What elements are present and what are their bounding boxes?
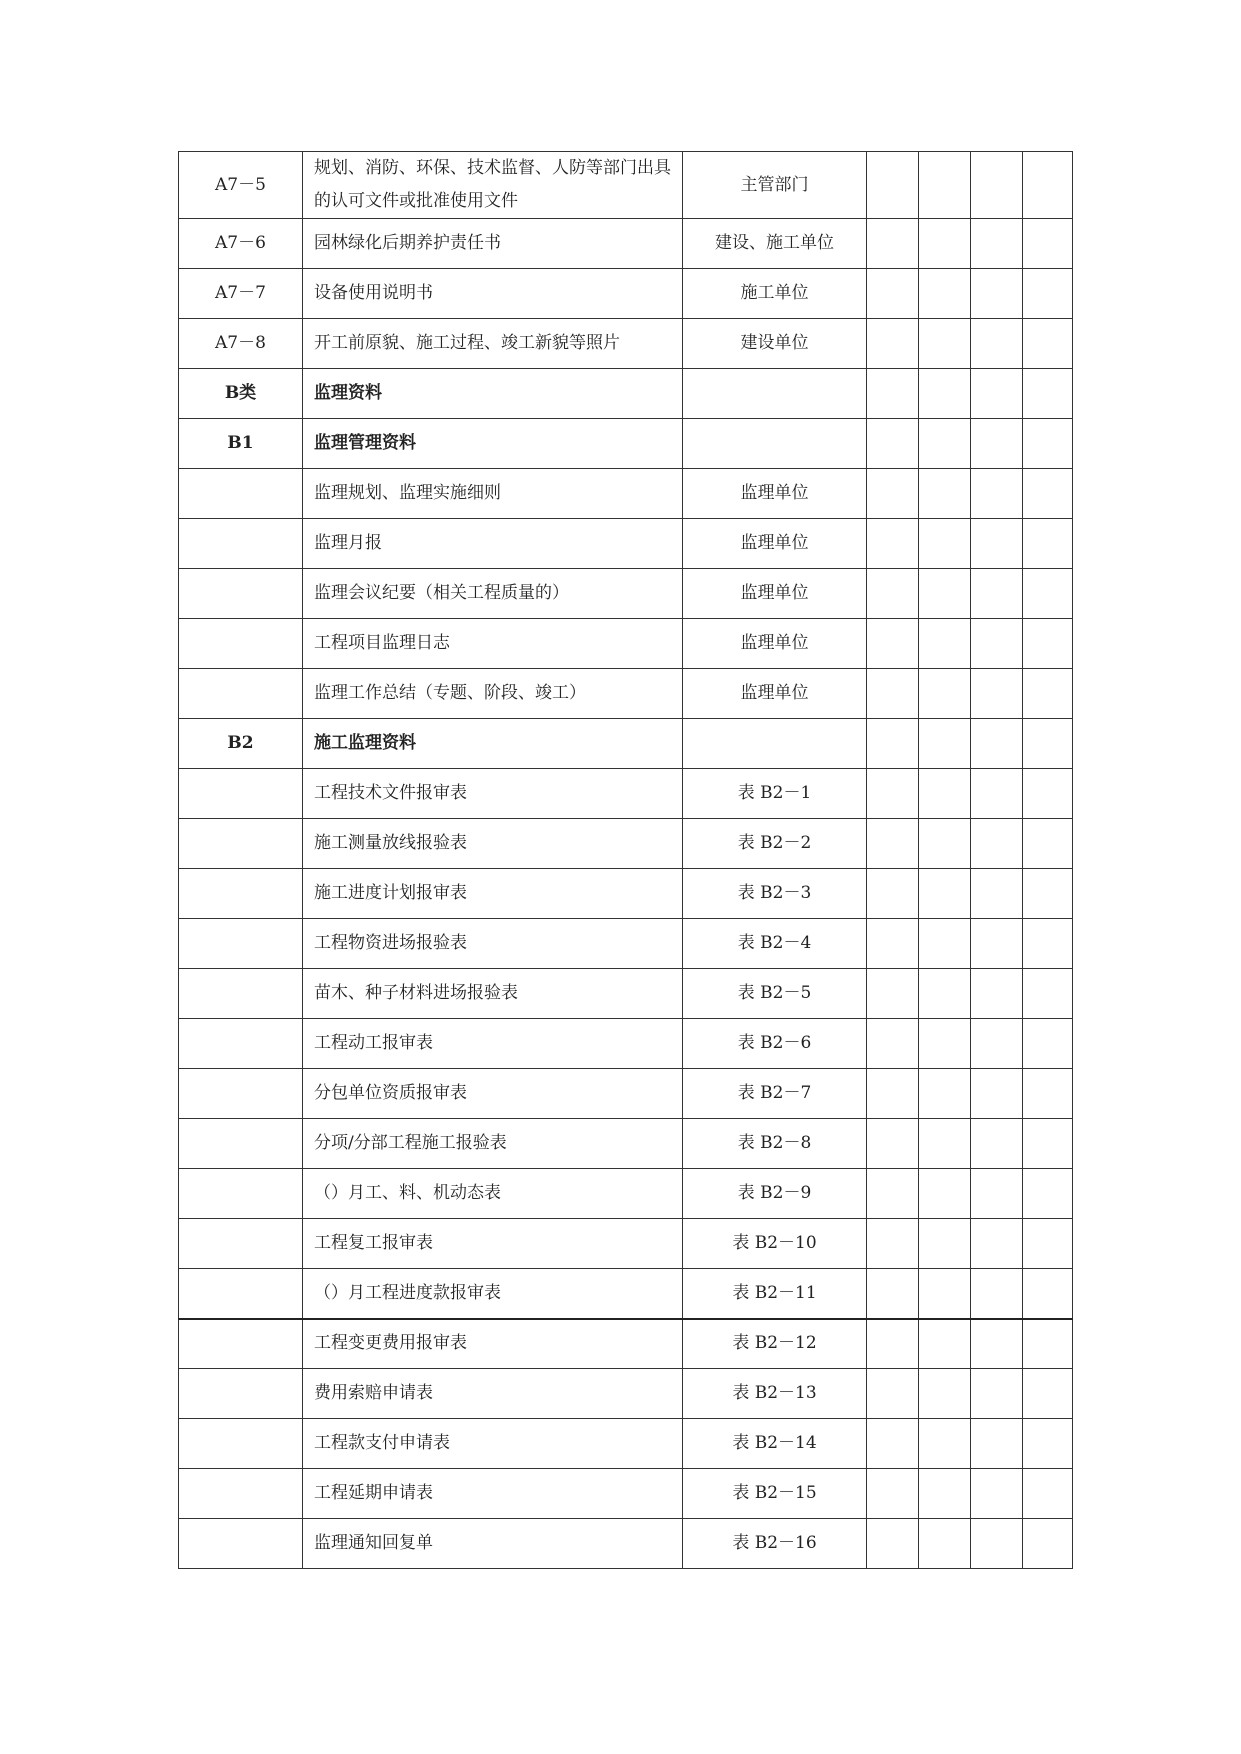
blank-cell: [867, 869, 919, 919]
blank-cell: [919, 1069, 971, 1119]
item-name: 工程复工报审表: [303, 1219, 683, 1269]
item-name: 工程变更费用报审表: [303, 1319, 683, 1369]
table-row: [179, 1169, 1073, 1219]
item-unit: 表 B2－12: [683, 1319, 867, 1369]
blank-cell: [971, 1119, 1023, 1169]
blank-cell: [1023, 469, 1073, 519]
item-name: 开工前原貌、施工过程、竣工新貌等照片: [303, 319, 683, 369]
table-row: [179, 519, 1073, 569]
blank-cell: [867, 1069, 919, 1119]
blank-cell: [971, 1169, 1023, 1219]
blank-cell: [1023, 1019, 1073, 1069]
blank-cell: [1023, 569, 1073, 619]
item-code: [179, 969, 303, 1019]
blank-cell: [971, 1419, 1023, 1469]
blank-cell: [1023, 319, 1073, 369]
table-row: [179, 569, 1073, 619]
table-row: [179, 1369, 1073, 1419]
item-unit: [683, 719, 867, 769]
blank-cell: [971, 1019, 1023, 1069]
blank-cell: [919, 769, 971, 819]
item-unit: 表 B2－11: [683, 1269, 867, 1319]
item-name: 规划、消防、环保、技术监督、人防等部门出具的认可文件或批准使用文件: [303, 152, 683, 219]
blank-cell: [1023, 669, 1073, 719]
item-unit: 监理单位: [683, 569, 867, 619]
blank-cell: [867, 669, 919, 719]
blank-cell: [867, 619, 919, 669]
blank-cell: [971, 419, 1023, 469]
blank-cell: [1023, 1269, 1073, 1319]
blank-cell: [971, 1369, 1023, 1419]
item-name: 监理月报: [303, 519, 683, 569]
blank-cell: [1023, 1119, 1073, 1169]
blank-cell: [867, 419, 919, 469]
item-name: 分项/分部工程施工报验表: [303, 1119, 683, 1169]
item-name: 监理管理资料: [303, 419, 683, 469]
table-row: [179, 369, 1073, 419]
blank-cell: [919, 419, 971, 469]
item-name: 费用索赔申请表: [303, 1369, 683, 1419]
table-row: [179, 469, 1073, 519]
item-unit: 建设、施工单位: [683, 219, 867, 269]
blank-cell: [919, 969, 971, 1019]
item-code: [179, 819, 303, 869]
blank-cell: [867, 369, 919, 419]
blank-cell: [1023, 919, 1073, 969]
blank-cell: [919, 319, 971, 369]
blank-cell: [1023, 519, 1073, 569]
item-name: 分包单位资质报审表: [303, 1069, 683, 1119]
blank-cell: [1023, 419, 1073, 469]
item-code: A7－7: [179, 269, 303, 319]
blank-cell: [919, 1169, 971, 1219]
item-name: 设备使用说明书: [303, 269, 683, 319]
table-row: [179, 619, 1073, 669]
item-name: 施工进度计划报审表: [303, 869, 683, 919]
item-unit: 表 B2－14: [683, 1419, 867, 1469]
item-code: B1: [179, 419, 303, 469]
blank-cell: [971, 719, 1023, 769]
blank-cell: [867, 1169, 919, 1219]
blank-cell: [867, 152, 919, 219]
table-row: [179, 669, 1073, 719]
item-unit: [683, 369, 867, 419]
blank-cell: [971, 969, 1023, 1019]
blank-cell: [867, 1469, 919, 1519]
table-row: [179, 1419, 1073, 1469]
item-code: [179, 619, 303, 669]
blank-cell: [971, 869, 1023, 919]
blank-cell: [1023, 819, 1073, 869]
item-code: [179, 1219, 303, 1269]
item-unit: 主管部门: [683, 152, 867, 219]
item-code: [179, 469, 303, 519]
item-code: [179, 1369, 303, 1419]
blank-cell: [919, 1219, 971, 1269]
item-code: [179, 669, 303, 719]
item-unit: 监理单位: [683, 619, 867, 669]
item-code: [179, 1269, 303, 1319]
blank-cell: [971, 319, 1023, 369]
blank-cell: [867, 219, 919, 269]
item-unit: 表 B2－7: [683, 1069, 867, 1119]
table-row: [179, 219, 1073, 269]
item-name: 工程款支付申请表: [303, 1419, 683, 1469]
item-unit: 表 B2－9: [683, 1169, 867, 1219]
item-unit: 表 B2－16: [683, 1519, 867, 1569]
blank-cell: [919, 1519, 971, 1569]
item-code: [179, 1519, 303, 1569]
blank-cell: [867, 1419, 919, 1469]
blank-cell: [867, 1369, 919, 1419]
table-row: [179, 969, 1073, 1019]
item-code: [179, 1169, 303, 1219]
item-code: [179, 769, 303, 819]
blank-cell: [1023, 269, 1073, 319]
blank-cell: [1023, 1469, 1073, 1519]
blank-cell: [971, 1469, 1023, 1519]
blank-cell: [971, 769, 1023, 819]
blank-cell: [1023, 719, 1073, 769]
item-code: [179, 1119, 303, 1169]
blank-cell: [919, 869, 971, 919]
item-unit: 表 B2－8: [683, 1119, 867, 1169]
blank-cell: [867, 1019, 919, 1069]
blank-cell: [919, 1469, 971, 1519]
blank-cell: [867, 1319, 919, 1369]
item-code: [179, 919, 303, 969]
table-row: [179, 769, 1073, 819]
table-row: [179, 269, 1073, 319]
blank-cell: [971, 469, 1023, 519]
blank-cell: [1023, 369, 1073, 419]
blank-cell: [919, 1369, 971, 1419]
blank-cell: [867, 819, 919, 869]
item-code: [179, 869, 303, 919]
blank-cell: [867, 1269, 919, 1319]
item-code: [179, 1019, 303, 1069]
item-unit: 表 B2－2: [683, 819, 867, 869]
blank-cell: [971, 152, 1023, 219]
blank-cell: [919, 519, 971, 569]
item-unit: 表 B2－3: [683, 869, 867, 919]
item-code: [179, 1319, 303, 1369]
blank-cell: [867, 919, 919, 969]
blank-cell: [919, 152, 971, 219]
item-name: 工程物资进场报验表: [303, 919, 683, 969]
table-body: [179, 152, 1073, 1569]
item-name: 施工监理资料: [303, 719, 683, 769]
item-name: 苗木、种子材料进场报验表: [303, 969, 683, 1019]
blank-cell: [1023, 1519, 1073, 1569]
item-name: 工程项目监理日志: [303, 619, 683, 669]
blank-cell: [867, 1119, 919, 1169]
item-name: （）月工程进度款报审表: [303, 1269, 683, 1319]
blank-cell: [971, 1269, 1023, 1319]
blank-cell: [971, 519, 1023, 569]
item-code: [179, 569, 303, 619]
blank-cell: [867, 769, 919, 819]
item-code: [179, 519, 303, 569]
item-unit: 建设单位: [683, 319, 867, 369]
item-unit: [683, 419, 867, 469]
blank-cell: [867, 269, 919, 319]
blank-cell: [1023, 1219, 1073, 1269]
item-name: 监理规划、监理实施细则: [303, 469, 683, 519]
blank-cell: [919, 269, 971, 319]
blank-cell: [919, 669, 971, 719]
table-row: [179, 1269, 1073, 1319]
blank-cell: [867, 469, 919, 519]
table-row: [179, 1119, 1073, 1169]
blank-cell: [971, 269, 1023, 319]
blank-cell: [919, 369, 971, 419]
table-row: [179, 1069, 1073, 1119]
blank-cell: [1023, 1369, 1073, 1419]
blank-cell: [867, 569, 919, 619]
item-code: [179, 1419, 303, 1469]
blank-cell: [971, 1519, 1023, 1569]
item-name: 施工测量放线报验表: [303, 819, 683, 869]
blank-cell: [919, 619, 971, 669]
blank-cell: [1023, 769, 1073, 819]
blank-cell: [919, 1019, 971, 1069]
item-unit: 表 B2－10: [683, 1219, 867, 1269]
item-unit: 表 B2－13: [683, 1369, 867, 1419]
table-row: [179, 1319, 1073, 1369]
blank-cell: [1023, 619, 1073, 669]
item-code: [179, 1469, 303, 1519]
item-unit: 表 B2－1: [683, 769, 867, 819]
item-code: B类: [179, 369, 303, 419]
blank-cell: [971, 1219, 1023, 1269]
blank-cell: [919, 1319, 971, 1369]
item-name: 园林绿化后期养护责任书: [303, 219, 683, 269]
item-unit: 表 B2－15: [683, 1469, 867, 1519]
item-name: 工程技术文件报审表: [303, 769, 683, 819]
table-row: [179, 1219, 1073, 1269]
item-code: A7－8: [179, 319, 303, 369]
blank-cell: [971, 1069, 1023, 1119]
blank-cell: [867, 1219, 919, 1269]
table-row: [179, 1519, 1073, 1569]
table-row: [179, 1469, 1073, 1519]
table-row: [179, 719, 1073, 769]
blank-cell: [1023, 1069, 1073, 1119]
item-unit: 监理单位: [683, 469, 867, 519]
item-unit: 表 B2－5: [683, 969, 867, 1019]
blank-cell: [971, 819, 1023, 869]
item-name: 监理会议纪要（相关工程质量的）: [303, 569, 683, 619]
item-unit: 监理单位: [683, 669, 867, 719]
blank-cell: [867, 319, 919, 369]
blank-cell: [1023, 219, 1073, 269]
item-name: 监理资料: [303, 369, 683, 419]
blank-cell: [1023, 1319, 1073, 1369]
blank-cell: [919, 1419, 971, 1469]
item-name: 工程动工报审表: [303, 1019, 683, 1069]
blank-cell: [867, 1519, 919, 1569]
blank-cell: [919, 1269, 971, 1319]
blank-cell: [867, 719, 919, 769]
blank-cell: [971, 619, 1023, 669]
item-unit: 监理单位: [683, 519, 867, 569]
blank-cell: [919, 219, 971, 269]
blank-cell: [919, 469, 971, 519]
blank-cell: [971, 919, 1023, 969]
blank-cell: [919, 569, 971, 619]
blank-cell: [1023, 969, 1073, 1019]
item-code: [179, 1069, 303, 1119]
blank-cell: [971, 1319, 1023, 1369]
blank-cell: [919, 919, 971, 969]
item-name: 监理工作总结（专题、阶段、竣工）: [303, 669, 683, 719]
table-row: [179, 819, 1073, 869]
document-sheet: [178, 151, 1072, 1578]
blank-cell: [1023, 1169, 1073, 1219]
item-unit: 表 B2－6: [683, 1019, 867, 1069]
table-row: [179, 419, 1073, 469]
blank-cell: [867, 969, 919, 1019]
table-row: [179, 919, 1073, 969]
item-code: B2: [179, 719, 303, 769]
blank-cell: [971, 369, 1023, 419]
item-unit: 表 B2－4: [683, 919, 867, 969]
item-name: 监理通知回复单: [303, 1519, 683, 1569]
table-row: [179, 1019, 1073, 1069]
item-code: A7－6: [179, 219, 303, 269]
item-name: 工程延期申请表: [303, 1469, 683, 1519]
item-code: A7－5: [179, 152, 303, 219]
blank-cell: [1023, 869, 1073, 919]
blank-cell: [919, 719, 971, 769]
blank-cell: [919, 1119, 971, 1169]
table-row: [179, 869, 1073, 919]
blank-cell: [1023, 152, 1073, 219]
blank-cell: [971, 569, 1023, 619]
blank-cell: [1023, 1419, 1073, 1469]
table-row: [179, 152, 1073, 219]
blank-cell: [971, 219, 1023, 269]
blank-cell: [971, 669, 1023, 719]
item-unit: 施工单位: [683, 269, 867, 319]
item-name: （）月工、料、机动态表: [303, 1169, 683, 1219]
archive-table: [178, 151, 1073, 1569]
blank-cell: [867, 519, 919, 569]
blank-cell: [919, 819, 971, 869]
table-row: [179, 319, 1073, 369]
